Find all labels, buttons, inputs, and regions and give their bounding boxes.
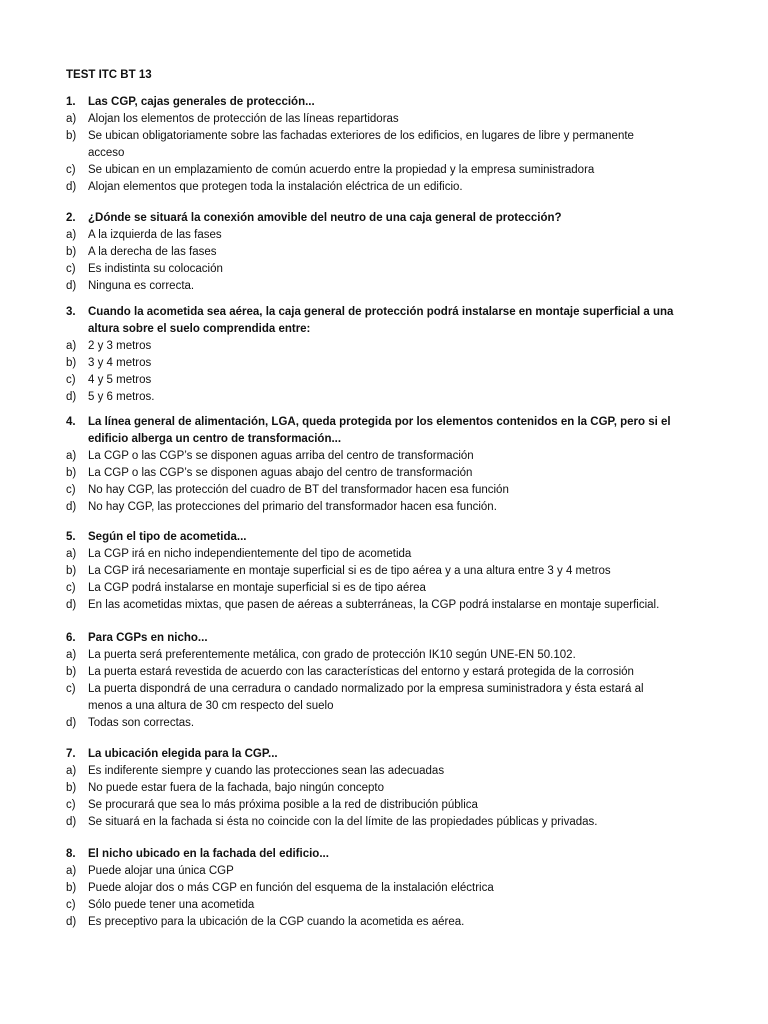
- option-text: Es preceptivo para la ubicación de la CGP cuando la acometida es aérea.: [88, 916, 465, 928]
- option-text: Ninguna es correcta.: [88, 280, 195, 292]
- question-text: La línea general de alimentación, LGA, queda protegida por los elementos contenidos en la CGP, pero si el: [88, 416, 671, 428]
- option-b-continuation: [0, 145, 768, 162]
- option-a: [0, 763, 768, 780]
- option-c: [0, 797, 768, 814]
- option-text: 3 y 4 metros: [88, 357, 152, 369]
- question-heading-continuation: [0, 431, 768, 448]
- question-heading: [0, 304, 768, 321]
- option-letter: b): [66, 357, 77, 369]
- option-letter: c): [66, 164, 76, 176]
- option-letter: b): [66, 130, 77, 142]
- option-a: [0, 647, 768, 664]
- option-text: Alojan elementos que protegen toda la instalación eléctrica de un edificio.: [88, 181, 463, 193]
- option-text: Puede alojar una única CGP: [88, 865, 234, 877]
- option-a: [0, 863, 768, 880]
- option-text: Se ubican obligatoriamente sobre las fachadas exteriores de los edificios, en lugares de libre y permanente: [88, 130, 634, 142]
- question-number: 7.: [66, 748, 76, 760]
- option-text: La CGP podrá instalarse en montaje superficial si es de tipo aérea: [88, 582, 426, 594]
- option-b: [0, 465, 768, 482]
- option-text: No puede estar fuera de la fachada, bajo ningún concepto: [88, 782, 385, 794]
- option-c: [0, 681, 768, 698]
- question-4: [0, 414, 768, 516]
- question-number: 4.: [66, 416, 76, 428]
- option-letter: c): [66, 899, 76, 911]
- option-text: Alojan los elementos de protección de las líneas repartidoras: [88, 113, 399, 125]
- option-text: La puerta estará revestida de acuerdo con las características del entorno y estará protegida de la corrosión: [88, 666, 634, 678]
- option-text: La puerta será preferentemente metálica, con grado de protección IK10 según UNE-EN 50.102.: [88, 649, 576, 661]
- option-b: [0, 563, 768, 580]
- option-letter: d): [66, 599, 77, 611]
- question-heading: [0, 846, 768, 863]
- option-text: Es indistinta su colocación: [88, 263, 223, 275]
- option-a: [0, 227, 768, 244]
- question-7: [0, 746, 768, 831]
- option-text: Se ubican en un emplazamiento de común acuerdo entre la propiedad y la empresa suministradora: [88, 164, 595, 176]
- option-b: [0, 664, 768, 681]
- question-text: Según el tipo de acometida...: [88, 531, 247, 543]
- option-text: 2 y 3 metros: [88, 340, 152, 352]
- option-text: 5 y 6 metros.: [88, 391, 155, 403]
- question-8: [0, 846, 768, 931]
- question-text: Cuando la acometida sea aérea, la caja general de protección podrá instalarse en montaje superficial a una: [88, 306, 674, 318]
- question-text: altura sobre el suelo comprendida entre:: [88, 323, 311, 335]
- option-letter: a): [66, 548, 77, 560]
- question-heading: [0, 414, 768, 431]
- question-5: [0, 529, 768, 614]
- question-heading: [0, 630, 768, 647]
- option-letter: c): [66, 683, 76, 695]
- option-letter: c): [66, 799, 76, 811]
- option-letter: b): [66, 882, 77, 894]
- question-6: [0, 630, 768, 732]
- option-a: [0, 338, 768, 355]
- option-text: La CGP irá necesariamente en montaje superficial si es de tipo aérea y a una altura entre 3 y 4 metros: [88, 565, 611, 577]
- option-d: [0, 715, 768, 732]
- option-d: [0, 179, 768, 196]
- option-text: No hay CGP, las protección del cuadro de BT del transformador hacen esa función: [88, 484, 509, 496]
- option-letter: a): [66, 450, 77, 462]
- option-letter: c): [66, 374, 76, 386]
- option-text: menos a una altura de 30 cm respecto del suelo: [88, 700, 334, 712]
- option-letter: b): [66, 467, 77, 479]
- option-c: [0, 162, 768, 179]
- question-number: 1.: [66, 96, 76, 108]
- option-text: Se situará en la fachada si ésta no coincide con la del límite de las propiedades públicas y privadas.: [88, 816, 598, 828]
- option-c-continuation: [0, 698, 768, 715]
- option-letter: d): [66, 717, 77, 729]
- question-number: 5.: [66, 531, 76, 543]
- question-number: 2.: [66, 212, 76, 224]
- option-text: Es indiferente siempre y cuando las protecciones sean las adecuadas: [88, 765, 445, 777]
- option-a: [0, 111, 768, 128]
- question-2: [0, 210, 768, 295]
- option-letter: d): [66, 181, 77, 193]
- option-d: [0, 278, 768, 295]
- option-text: La CGP irá en nicho independientemente del tipo de acometida: [88, 548, 412, 560]
- option-letter: d): [66, 501, 77, 513]
- question-number: 6.: [66, 632, 76, 644]
- option-text: Sólo puede tener una acometida: [88, 899, 255, 911]
- option-text: En las acometidas mixtas, que pasen de aéreas a subterráneas, la CGP podrá instalarse en montaje superficial.: [88, 599, 660, 611]
- question-number: 8.: [66, 848, 76, 860]
- option-text: La CGP o las CGP’s se disponen aguas arriba del centro de transformación: [88, 450, 474, 462]
- option-letter: d): [66, 816, 77, 828]
- option-d: [0, 499, 768, 516]
- option-c: [0, 372, 768, 389]
- option-text: Todas son correctas.: [88, 717, 195, 729]
- option-letter: d): [66, 916, 77, 928]
- option-letter: d): [66, 391, 77, 403]
- question-3: [0, 304, 768, 406]
- option-letter: d): [66, 280, 77, 292]
- option-letter: b): [66, 246, 77, 258]
- question-1: [0, 94, 768, 196]
- option-letter: c): [66, 263, 76, 275]
- option-c: [0, 261, 768, 278]
- option-c: [0, 482, 768, 499]
- question-text: edificio alberga un centro de transformación...: [88, 433, 342, 445]
- question-text: ¿Dónde se situará la conexión amovible del neutro de una caja general de protección?: [88, 212, 562, 224]
- option-text: A la izquierda de las fases: [88, 229, 222, 241]
- question-heading: [0, 746, 768, 763]
- question-text: Las CGP, cajas generales de protección...: [88, 96, 315, 108]
- option-letter: a): [66, 765, 77, 777]
- question-text: El nicho ubicado en la fachada del edificio...: [88, 848, 329, 860]
- option-c: [0, 897, 768, 914]
- option-letter: c): [66, 582, 76, 594]
- option-letter: b): [66, 782, 77, 794]
- option-text: La CGP o las CGP’s se disponen aguas abajo del centro de transformación: [88, 467, 473, 479]
- option-letter: a): [66, 340, 77, 352]
- option-text: acceso: [88, 147, 125, 159]
- question-number: 3.: [66, 306, 76, 318]
- option-b: [0, 355, 768, 372]
- question-text: Para CGPs en nicho...: [88, 632, 208, 644]
- option-text: 4 y 5 metros: [88, 374, 152, 386]
- option-d: [0, 597, 768, 614]
- option-d: [0, 814, 768, 831]
- option-letter: b): [66, 666, 77, 678]
- question-heading-continuation: [0, 321, 768, 338]
- option-a: [0, 448, 768, 465]
- option-b: [0, 244, 768, 261]
- question-text: La ubicación elegida para la CGP...: [88, 748, 278, 760]
- option-letter: a): [66, 649, 77, 661]
- option-a: [0, 546, 768, 563]
- option-d: [0, 389, 768, 406]
- option-d: [0, 914, 768, 931]
- option-letter: a): [66, 865, 77, 877]
- option-b: [0, 128, 768, 145]
- option-text: Se procurará que sea lo más próxima posible a la red de distribución pública: [88, 799, 478, 811]
- option-letter: b): [66, 565, 77, 577]
- option-text: La puerta dispondrá de una cerradura o candado normalizado por la empresa suministradora y ésta estará al: [88, 683, 644, 695]
- option-text: No hay CGP, las protecciones del primario del transformador hacen esa función.: [88, 501, 497, 513]
- document-title: TEST ITC BT 13: [66, 69, 152, 81]
- question-heading: [0, 529, 768, 546]
- option-letter: c): [66, 484, 76, 496]
- option-letter: a): [66, 229, 77, 241]
- option-b: [0, 880, 768, 897]
- option-letter: a): [66, 113, 77, 125]
- option-text: Puede alojar dos o más CGP en función del esquema de la instalación eléctrica: [88, 882, 494, 894]
- question-heading: [0, 210, 768, 227]
- option-b: [0, 780, 768, 797]
- option-c: [0, 580, 768, 597]
- option-text: A la derecha de las fases: [88, 246, 217, 258]
- question-heading: [0, 94, 768, 111]
